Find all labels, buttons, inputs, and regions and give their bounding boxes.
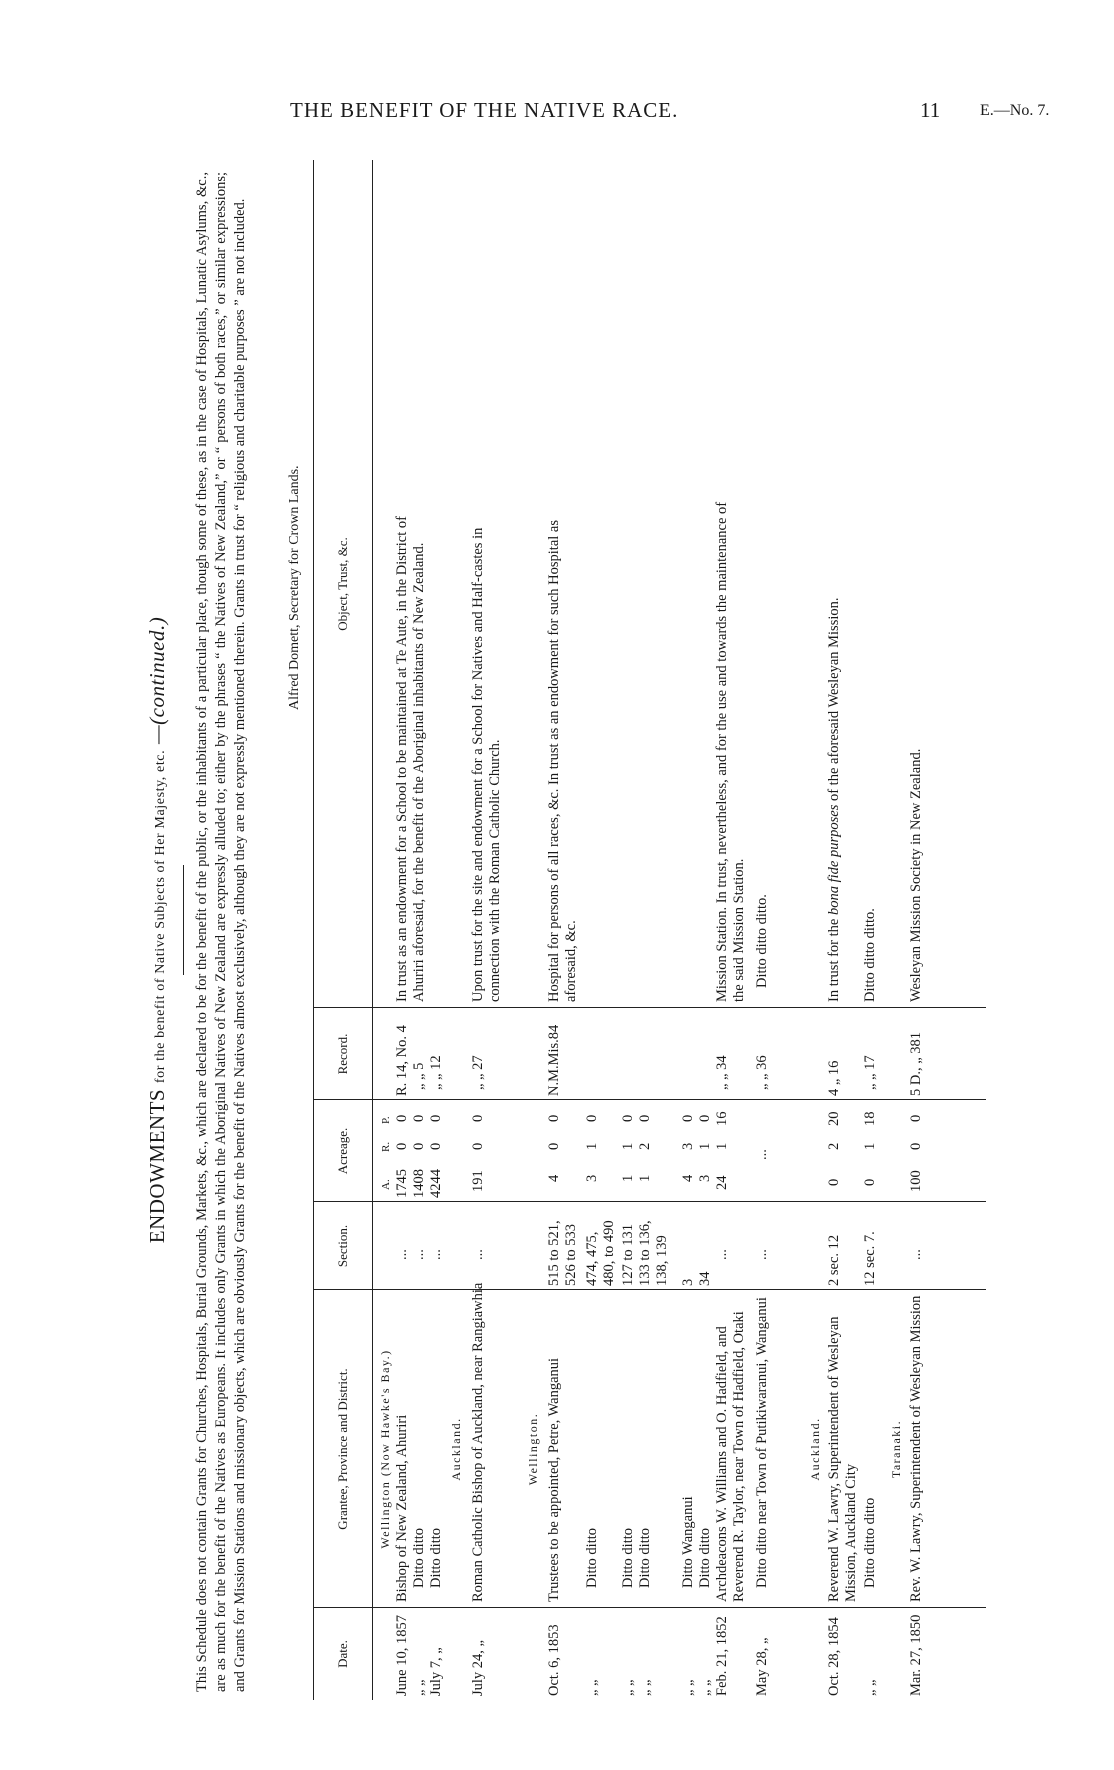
row-section: ...	[428, 1249, 444, 1260]
row-acre-a: 1	[637, 1174, 653, 1182]
row-acre-p: 0	[428, 1114, 444, 1122]
row-acre-r: 0	[908, 1142, 924, 1150]
row-record: „ „ 34	[714, 1055, 730, 1090]
row-date: „ „	[697, 1679, 713, 1696]
row-record: 5 D., „ 381	[908, 1031, 924, 1096]
row-section: ...	[470, 1249, 486, 1260]
row-section: ...	[754, 1249, 770, 1260]
row-acre-p: 0	[680, 1114, 696, 1122]
row-acre-r: 1	[862, 1142, 878, 1150]
object-text: In trust for the	[826, 915, 842, 1002]
endowments-table	[313, 160, 986, 1700]
row-acre-r: 1	[697, 1142, 713, 1150]
column-divider	[314, 1607, 986, 1608]
row-grantee: Ditto ditto ditto	[862, 1497, 878, 1588]
row-grantee: Archdeacons W. Williams and O. Hadfield, and Reverend R. Taylor, near Town of Hadfield, Otaki	[714, 1311, 747, 1602]
section-taranaki: Taranaki.	[889, 1419, 903, 1479]
rotated-schedule	[145, 160, 985, 1700]
row-date: July 24, „	[470, 1640, 486, 1696]
row-acre-a: 1	[620, 1174, 636, 1182]
row-acre-p: 0	[637, 1114, 653, 1122]
row-date: „ „	[862, 1679, 878, 1696]
row-grantee: Reverend W. Lawry, Superintendent of Wesleyan Mission, Auckland City	[826, 1316, 859, 1602]
row-grantee: Ditto ditto	[697, 1527, 713, 1588]
row-acre-a: 0	[862, 1178, 878, 1186]
row-acre-a: 1408	[411, 1169, 427, 1198]
row-grantee: Ditto ditto	[411, 1527, 427, 1588]
row-grantee: Ditto ditto	[584, 1527, 600, 1588]
column-divider	[314, 1201, 986, 1202]
row-object: In trust as an endowment for a School to be maintained at Te Aute, in the District of Ahuriri aforesaid, for the benefit of the Aboriginal inhabitants of New Zealand.	[394, 516, 427, 1002]
row-grantee: Ditto ditto	[620, 1527, 636, 1588]
acre-unit-a: A.	[380, 1179, 392, 1190]
header-date: Date.	[314, 1608, 373, 1700]
row-acre-p: 0	[394, 1114, 410, 1122]
row-section: 474, 475, 480, to 490	[584, 1220, 617, 1286]
header-record: Record.	[314, 1008, 373, 1100]
row-date: „ „	[584, 1679, 600, 1696]
row-object: Mission Station. In trust, nevertheless, and for the use and towards the maintenance of the said Mission Station.	[714, 501, 747, 1002]
row-acre-r: 0	[428, 1142, 444, 1150]
header-grantee: Grantee, Province and District.	[314, 1290, 373, 1608]
row-object: Wesleyan Mission Society in New Zealand.	[908, 748, 924, 1002]
page-number: 11	[920, 98, 941, 122]
row-grantee: Ditto ditto near Town of Putikiwaranui, Wanganui	[754, 1297, 770, 1588]
object-text: of the aforesaid Wesleyan Mission.	[826, 597, 842, 805]
row-section: ...	[411, 1249, 427, 1260]
schedule-title	[145, 160, 170, 1700]
header-acreage: Acreage.	[314, 1100, 373, 1202]
row-acre-a: 4244	[428, 1169, 444, 1198]
row-object	[826, 482, 843, 1002]
row-section: 34	[697, 1271, 713, 1286]
section-wellington-hawkes-bay: Wellington (Now Hawke's Bay.)	[378, 1349, 392, 1549]
row-acre-a: 191	[470, 1170, 486, 1192]
row-record: 4 „ 16	[826, 1060, 842, 1096]
row-acre-p: 0	[908, 1114, 924, 1122]
row-record: „ „ 36	[754, 1055, 770, 1090]
row-acre-r: 0	[411, 1142, 427, 1150]
intro-paragraph: This Schedule does not contain Grants for Churches, Hospitals, Burial Grounds, Markets, &c., which are declared to be for the benefit of the public, or the inhabitants of a particular place, though some of these, as in the case of Hospitals, Lunatic Asylums, &c., are as much for the benefit of the Natives as Europeans. It includes only Grants in which the Aboriginal Natives of New Zealand are expressly alluded to; either by the phrases “ the Natives of New Zealand,” or “ persons of both races,” or similar expressions; and Grants for Mission Stations and missionary objects, which are obviously Grants for the benefit of the Natives almost exclusively, although they are not expressly mentioned therein. Grants in trust for “ religious and charitable purposes ” are not included.	[194, 172, 248, 1692]
row-date: May 28, „	[754, 1637, 770, 1696]
title-main: ENDOWMENTS	[145, 1088, 169, 1244]
row-acre-p: 0	[620, 1114, 636, 1122]
row-date: „ „	[411, 1679, 427, 1696]
row-section: 133 to 136, 138, 139	[637, 1220, 670, 1286]
row-record: „ „ 12	[428, 1055, 444, 1090]
row-acre-p: 20	[826, 1111, 842, 1126]
row-object: Ditto ditto ditto.	[754, 894, 770, 988]
row-date: June 10, 1857	[394, 1615, 410, 1696]
row-date: Feb. 21, 1852	[714, 1616, 730, 1696]
row-acre-a: 24	[714, 1175, 730, 1190]
row-date: „ „	[620, 1679, 636, 1696]
header-section: Section.	[314, 1202, 373, 1290]
section-wellington: Wellington.	[526, 1412, 540, 1486]
row-section: ...	[714, 1249, 730, 1260]
signature: Alfred Domett, Secretary for Crown Lands.	[287, 465, 302, 710]
row-date: July 7, „	[428, 1647, 444, 1696]
row-grantee: Ditto Wanganui	[680, 1496, 696, 1588]
row-acre-p: 0	[546, 1114, 562, 1122]
row-acre-p: 18	[862, 1111, 878, 1126]
column-divider	[314, 1099, 986, 1100]
row-acre-p: 0	[697, 1114, 713, 1122]
row-object: Upon trust for the site and endowment for a School for Natives and Half-castes in connection with the Roman Catholic Church.	[470, 527, 503, 1002]
row-acre-r: 0	[394, 1142, 410, 1150]
running-title: THE BENEFIT OF THE NATIVE RACE.	[290, 98, 679, 122]
row-grantee: Trustees to be appointed, Petre, Wanganui	[546, 1357, 562, 1602]
row-date: Oct. 6, 1853	[546, 1624, 562, 1696]
row-record: R. 14, No. 4	[394, 1025, 410, 1096]
row-date: „ „	[680, 1679, 696, 1696]
document-reference: E.—No. 7.	[980, 102, 1050, 119]
row-acre-r: 0	[546, 1142, 562, 1150]
row-acre-r: 1	[714, 1142, 730, 1150]
row-date: „ „	[637, 1679, 653, 1696]
row-section: 12 sec. 7.	[862, 1231, 878, 1286]
row-section: 2 sec. 12	[826, 1234, 842, 1286]
row-section: 127 to 131	[620, 1223, 636, 1286]
row-acre-a: 3	[697, 1174, 713, 1182]
row-record: „ „ 17	[862, 1055, 878, 1090]
row-acre-r: 3	[680, 1142, 696, 1150]
row-object: Ditto ditto ditto.	[862, 908, 878, 1002]
row-date: Oct. 28, 1854	[826, 1617, 842, 1696]
row-acre-a: 100	[908, 1170, 924, 1192]
column-divider	[314, 1289, 986, 1290]
acre-unit-r: R.	[380, 1141, 392, 1152]
row-section: 515 to 521, 526 to 533	[546, 1220, 579, 1286]
title-rule	[183, 865, 184, 975]
row-record: N.M.Mis.84	[546, 1024, 562, 1096]
row-grantee: Ditto ditto	[637, 1527, 653, 1588]
row-grantee: Ditto ditto	[428, 1527, 444, 1588]
row-acre-a: 1745	[394, 1169, 410, 1198]
row-acre-p: 0	[470, 1114, 486, 1122]
row-acre-a: 4	[546, 1174, 562, 1182]
row-acre-a: 4	[680, 1174, 696, 1182]
column-divider	[314, 1007, 986, 1008]
row-acre-a: 3	[584, 1174, 600, 1182]
row-acre-r: 2	[826, 1142, 842, 1150]
row-acre-p: 0	[411, 1114, 427, 1122]
row-grantee: Roman Catholic Bishop of Auckland, near Rangiawhia	[470, 1282, 486, 1602]
header-object: Object, Trust, &c.	[314, 160, 373, 1008]
object-emphasis: bona fide purposes	[826, 804, 842, 916]
row-record: „ „ 5	[411, 1062, 427, 1090]
row-acre-a: 0	[826, 1178, 842, 1186]
title-rest: for the benefit of Native Subjects of Her Majesty, etc.	[153, 749, 168, 1084]
row-section: ...	[394, 1249, 410, 1260]
row-acre-p: 0	[584, 1114, 600, 1122]
row-acre-r: 1	[620, 1142, 636, 1150]
row-grantee: Rev. W. Lawry, Superintendent of Wesleyan Mission	[908, 1295, 924, 1602]
row-acre-r: 2	[637, 1142, 653, 1150]
section-auckland-2: Auckland.	[808, 1417, 822, 1481]
row-acre-a: ...	[754, 1149, 770, 1160]
acre-unit-p: P.	[380, 1116, 392, 1124]
row-acre-r: 1	[584, 1142, 600, 1150]
section-auckland: Auckland.	[449, 1417, 463, 1481]
row-section: ...	[908, 1249, 924, 1260]
row-date: Mar. 27, 1850	[908, 1614, 924, 1696]
row-grantee: Bishop of New Zealand, Ahuriri	[394, 1414, 410, 1602]
row-section: 3	[680, 1278, 696, 1286]
row-object: Hospital for persons of all races, &c. In trust as an endowment for such Hospital as aforesaid, &c.	[546, 519, 579, 1002]
row-record: „ „ 27	[470, 1055, 486, 1090]
row-acre-p: 16	[714, 1111, 730, 1126]
row-acre-r: 0	[470, 1142, 486, 1150]
page-header	[0, 0, 1114, 180]
title-continued: —(continued.)	[145, 616, 169, 745]
